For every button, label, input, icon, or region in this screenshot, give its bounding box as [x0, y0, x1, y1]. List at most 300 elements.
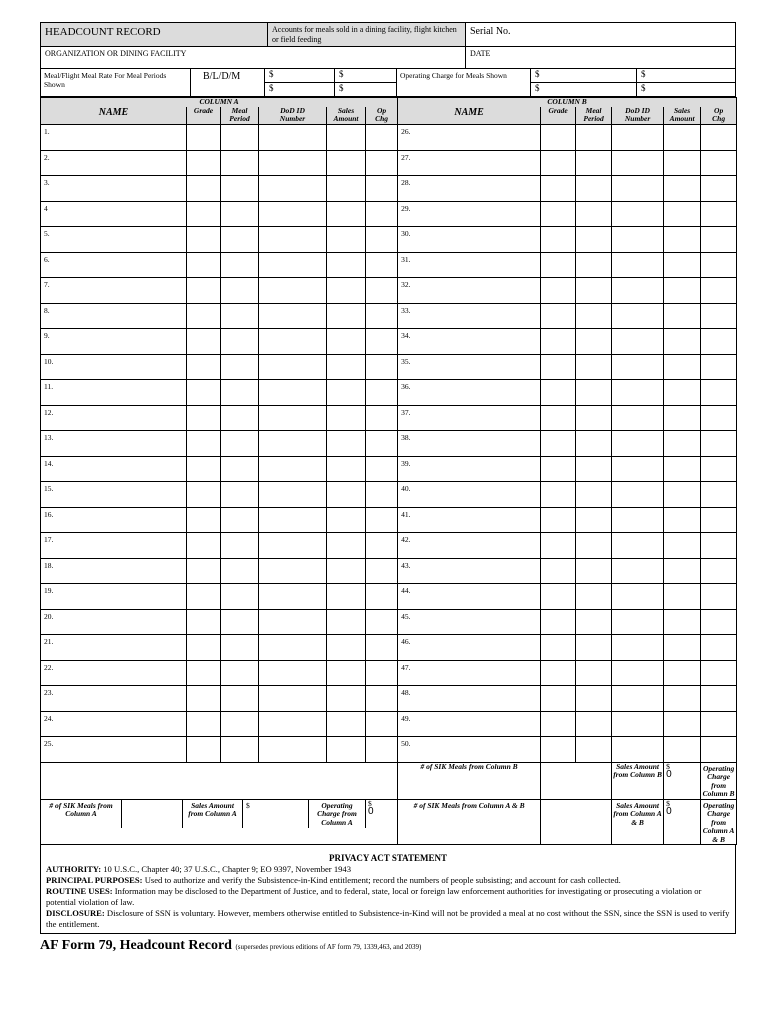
name-cell-b[interactable]: 36. — [398, 380, 541, 406]
op-chg-cell-b[interactable] — [701, 176, 737, 202]
dod-id-cell-b[interactable] — [612, 278, 664, 304]
name-cell-b[interactable]: 40. — [398, 482, 541, 508]
sales-amount-cell-b[interactable] — [664, 278, 701, 304]
sales-amount-cell-b[interactable] — [664, 405, 701, 431]
sales-amount-cell-b[interactable] — [664, 431, 701, 457]
dod-id-cell-a[interactable] — [259, 125, 327, 151]
op-charge-2[interactable] — [637, 69, 735, 96]
name-cell-a[interactable]: 25. — [41, 737, 187, 763]
dod-id-cell-a[interactable] — [259, 456, 327, 482]
meal-period-cell-a[interactable] — [221, 380, 259, 406]
name-cell-b[interactable]: 26. — [398, 125, 541, 151]
sales-amount-cell-a[interactable] — [327, 533, 366, 559]
meal-period-cell-a[interactable] — [221, 686, 259, 712]
op-chg-cell-b[interactable] — [701, 303, 737, 329]
serial-number-field[interactable] — [466, 23, 735, 46]
dod-id-cell-a[interactable] — [259, 303, 327, 329]
meal-period-cell-b[interactable] — [576, 227, 612, 253]
op-chg-cell-b[interactable] — [701, 431, 737, 457]
op-chg-cell-b[interactable] — [701, 711, 737, 737]
grade-cell-b[interactable] — [541, 533, 576, 559]
grade-cell-a[interactable] — [187, 201, 221, 227]
meal-period-cell-b[interactable] — [576, 405, 612, 431]
meal-period-cell-b[interactable] — [576, 150, 612, 176]
op-chg-cell-a[interactable] — [366, 405, 398, 431]
op-chg-cell-a[interactable] — [366, 635, 398, 661]
dod-id-cell-a[interactable] — [259, 609, 327, 635]
sales-amount-cell-b[interactable] — [664, 737, 701, 763]
grade-cell-b[interactable] — [541, 125, 576, 151]
grade-cell-b[interactable] — [541, 558, 576, 584]
meal-period-cell-b[interactable] — [576, 609, 612, 635]
meal-period-cell-b[interactable] — [576, 125, 612, 151]
meal-period-cell-b[interactable] — [576, 431, 612, 457]
dod-id-cell-a[interactable] — [259, 380, 327, 406]
op-chg-cell-b[interactable] — [701, 405, 737, 431]
sales-amount-cell-a[interactable] — [327, 405, 366, 431]
dod-id-cell-b[interactable] — [612, 431, 664, 457]
name-cell-b[interactable]: 45. — [398, 609, 541, 635]
op-chg-cell-b[interactable] — [701, 737, 737, 763]
op-chg-cell-a[interactable] — [366, 686, 398, 712]
grade-cell-a[interactable] — [187, 176, 221, 202]
grade-cell-b[interactable] — [541, 354, 576, 380]
name-cell-a[interactable]: 2. — [41, 150, 187, 176]
meal-period-cell-b[interactable] — [576, 584, 612, 610]
meal-rate-1-top[interactable]: $ — [265, 69, 334, 83]
sales-amount-cell-b[interactable] — [664, 635, 701, 661]
name-cell-a[interactable]: 13. — [41, 431, 187, 457]
op-chg-cell-a[interactable] — [366, 176, 398, 202]
meal-period-cell-a[interactable] — [221, 329, 259, 355]
dod-id-cell-b[interactable] — [612, 456, 664, 482]
grade-cell-a[interactable] — [187, 635, 221, 661]
meal-period-cell-a[interactable] — [221, 609, 259, 635]
grade-cell-b[interactable] — [541, 482, 576, 508]
name-cell-b[interactable]: 33. — [398, 303, 541, 329]
name-cell-b[interactable]: 32. — [398, 278, 541, 304]
name-cell-b[interactable]: 41. — [398, 507, 541, 533]
sales-amount-cell-a[interactable] — [327, 737, 366, 763]
name-cell-b[interactable]: 49. — [398, 711, 541, 737]
dod-id-cell-b[interactable] — [612, 507, 664, 533]
grade-cell-a[interactable] — [187, 609, 221, 635]
op-chg-cell-a[interactable] — [366, 609, 398, 635]
op-charge-2-top[interactable]: $ — [637, 69, 735, 83]
op-chg-cell-b[interactable] — [701, 125, 737, 151]
op-chg-cell-a[interactable] — [366, 303, 398, 329]
dod-id-cell-a[interactable] — [259, 354, 327, 380]
name-cell-b[interactable]: 43. — [398, 558, 541, 584]
name-cell-b[interactable]: 30. — [398, 227, 541, 253]
dod-id-cell-b[interactable] — [612, 252, 664, 278]
name-cell-b[interactable]: 44. — [398, 584, 541, 610]
sales-amount-cell-b[interactable] — [664, 558, 701, 584]
meal-period-cell-a[interactable] — [221, 303, 259, 329]
meal-rate-2-bottom[interactable]: $ — [339, 83, 344, 93]
op-chg-cell-b[interactable] — [701, 329, 737, 355]
op-chg-cell-b[interactable] — [701, 635, 737, 661]
sales-amount-cell-b[interactable] — [664, 125, 701, 151]
name-cell-b[interactable]: 34. — [398, 329, 541, 355]
name-cell-a[interactable]: 19. — [41, 584, 187, 610]
meal-period-cell-b[interactable] — [576, 507, 612, 533]
sales-amount-cell-b[interactable] — [664, 482, 701, 508]
sales-amount-cell-b[interactable] — [664, 150, 701, 176]
op-charge-1[interactable] — [531, 69, 637, 96]
dod-id-cell-b[interactable] — [612, 201, 664, 227]
meal-period-cell-a[interactable] — [221, 558, 259, 584]
sales-amount-cell-a[interactable] — [327, 609, 366, 635]
sales-amount-cell-a[interactable] — [327, 150, 366, 176]
sales-amount-cell-a[interactable] — [327, 329, 366, 355]
sales-amount-cell-b[interactable] — [664, 584, 701, 610]
op-chg-cell-a[interactable] — [366, 278, 398, 304]
meal-rate-2-top[interactable]: $ — [335, 69, 396, 83]
op-chg-cell-b[interactable] — [701, 278, 737, 304]
dod-id-cell-a[interactable] — [259, 737, 327, 763]
meal-period-cell-a[interactable] — [221, 201, 259, 227]
name-cell-a[interactable]: 7. — [41, 278, 187, 304]
sales-amount-cell-b[interactable] — [664, 227, 701, 253]
meal-period-cell-b[interactable] — [576, 558, 612, 584]
grade-cell-b[interactable] — [541, 201, 576, 227]
grade-cell-b[interactable] — [541, 329, 576, 355]
grade-cell-a[interactable] — [187, 227, 221, 253]
meal-period-cell-a[interactable] — [221, 354, 259, 380]
grade-cell-a[interactable] — [187, 150, 221, 176]
grade-cell-a[interactable] — [187, 686, 221, 712]
meal-period-cell-a[interactable] — [221, 533, 259, 559]
op-charge-2-bottom[interactable]: $ — [641, 83, 646, 93]
sales-amount-cell-b[interactable] — [664, 176, 701, 202]
meal-period-cell-b[interactable] — [576, 380, 612, 406]
grade-cell-a[interactable] — [187, 482, 221, 508]
op-chg-cell-a[interactable] — [366, 660, 398, 686]
dod-id-cell-b[interactable] — [612, 354, 664, 380]
grade-cell-b[interactable] — [541, 380, 576, 406]
op-chg-cell-a[interactable] — [366, 711, 398, 737]
sales-amount-cell-a[interactable] — [327, 558, 366, 584]
op-chg-cell-b[interactable] — [701, 201, 737, 227]
meal-period-cell-a[interactable] — [221, 252, 259, 278]
grade-cell-a[interactable] — [187, 558, 221, 584]
op-chg-cell-a[interactable] — [366, 329, 398, 355]
sales-amount-cell-a[interactable] — [327, 227, 366, 253]
meal-rate-1-bottom[interactable]: $ — [269, 83, 274, 93]
sales-amount-cell-a[interactable] — [327, 635, 366, 661]
grade-cell-b[interactable] — [541, 609, 576, 635]
dod-id-cell-a[interactable] — [259, 227, 327, 253]
grade-cell-b[interactable] — [541, 303, 576, 329]
meal-period-cell-b[interactable] — [576, 354, 612, 380]
dod-id-cell-b[interactable] — [612, 635, 664, 661]
name-cell-b[interactable]: 50. — [398, 737, 541, 763]
sales-amount-cell-b[interactable] — [664, 329, 701, 355]
grade-cell-a[interactable] — [187, 584, 221, 610]
grade-cell-b[interactable] — [541, 227, 576, 253]
name-cell-a[interactable]: 8. — [41, 303, 187, 329]
grade-cell-b[interactable] — [541, 252, 576, 278]
meal-period-cell-b[interactable] — [576, 456, 612, 482]
meal-period-cell-a[interactable] — [221, 431, 259, 457]
name-cell-a[interactable]: 21. — [41, 635, 187, 661]
meal-period-cell-b[interactable] — [576, 482, 612, 508]
dod-id-cell-b[interactable] — [612, 303, 664, 329]
name-cell-a[interactable]: 15. — [41, 482, 187, 508]
op-chg-cell-a[interactable] — [366, 533, 398, 559]
meal-period-cell-b[interactable] — [576, 737, 612, 763]
name-cell-a[interactable]: 6. — [41, 252, 187, 278]
op-chg-cell-b[interactable] — [701, 354, 737, 380]
name-cell-a[interactable]: 23. — [41, 686, 187, 712]
grade-cell-a[interactable] — [187, 405, 221, 431]
dod-id-cell-a[interactable] — [259, 431, 327, 457]
grade-cell-a[interactable] — [187, 456, 221, 482]
dod-id-cell-a[interactable] — [259, 507, 327, 533]
meal-period-cell-b[interactable] — [576, 711, 612, 737]
name-cell-a[interactable]: 12. — [41, 405, 187, 431]
op-chg-cell-b[interactable] — [701, 456, 737, 482]
sales-amount-cell-a[interactable] — [327, 482, 366, 508]
name-cell-b[interactable]: 42. — [398, 533, 541, 559]
meal-period-cell-b[interactable] — [576, 533, 612, 559]
op-chg-cell-a[interactable] — [366, 737, 398, 763]
op-chg-cell-b[interactable] — [701, 533, 737, 559]
sales-amount-cell-b[interactable] — [664, 252, 701, 278]
name-cell-a[interactable]: 3. — [41, 176, 187, 202]
sales-amount-cell-b[interactable] — [664, 380, 701, 406]
dod-id-cell-b[interactable] — [612, 660, 664, 686]
sales-amount-cell-b[interactable] — [664, 609, 701, 635]
op-chg-cell-a[interactable] — [366, 201, 398, 227]
dod-id-cell-a[interactable] — [259, 635, 327, 661]
op-chg-cell-b[interactable] — [701, 558, 737, 584]
grade-cell-a[interactable] — [187, 380, 221, 406]
meal-period-cell-b[interactable] — [576, 252, 612, 278]
op-chg-cell-b[interactable] — [701, 584, 737, 610]
meal-rate-1[interactable] — [265, 69, 335, 96]
sales-amount-cell-b[interactable] — [664, 456, 701, 482]
sales-amount-cell-a[interactable] — [327, 686, 366, 712]
sales-amount-cell-a[interactable] — [327, 303, 366, 329]
grade-cell-b[interactable] — [541, 176, 576, 202]
meal-period-cell-b[interactable] — [576, 303, 612, 329]
name-cell-b[interactable]: 39. — [398, 456, 541, 482]
meal-period-cell-a[interactable] — [221, 711, 259, 737]
sales-amount-cell-a[interactable] — [327, 584, 366, 610]
meal-period-cell-a[interactable] — [221, 176, 259, 202]
dod-id-cell-b[interactable] — [612, 737, 664, 763]
grade-cell-a[interactable] — [187, 431, 221, 457]
sales-amount-cell-b[interactable] — [664, 303, 701, 329]
meal-period-cell-a[interactable] — [221, 584, 259, 610]
dod-id-cell-b[interactable] — [612, 227, 664, 253]
op-chg-cell-a[interactable] — [366, 431, 398, 457]
grade-cell-a[interactable] — [187, 329, 221, 355]
dod-id-cell-b[interactable] — [612, 711, 664, 737]
dod-id-cell-a[interactable] — [259, 686, 327, 712]
op-chg-cell-b[interactable] — [701, 150, 737, 176]
dod-id-cell-b[interactable] — [612, 380, 664, 406]
dod-id-cell-a[interactable] — [259, 660, 327, 686]
meal-period-cell-a[interactable] — [221, 278, 259, 304]
meal-period-cell-a[interactable] — [221, 227, 259, 253]
op-chg-cell-b[interactable] — [701, 227, 737, 253]
grade-cell-b[interactable] — [541, 686, 576, 712]
op-chg-cell-b[interactable] — [701, 507, 737, 533]
op-chg-cell-b[interactable] — [701, 686, 737, 712]
op-chg-cell-a[interactable] — [366, 354, 398, 380]
op-charge-1-top[interactable]: $ — [531, 69, 636, 83]
op-chg-cell-a[interactable] — [366, 584, 398, 610]
sik-meals-a-field[interactable] — [122, 800, 183, 828]
dod-id-cell-b[interactable] — [612, 329, 664, 355]
dod-id-cell-a[interactable] — [259, 482, 327, 508]
meal-period-cell-a[interactable] — [221, 635, 259, 661]
dod-id-cell-b[interactable] — [612, 533, 664, 559]
grade-cell-b[interactable] — [541, 405, 576, 431]
dod-id-cell-b[interactable] — [612, 609, 664, 635]
dod-id-cell-b[interactable] — [612, 558, 664, 584]
meal-period-cell-a[interactable] — [221, 405, 259, 431]
op-chg-cell-b[interactable] — [701, 660, 737, 686]
name-cell-a[interactable]: 9. — [41, 329, 187, 355]
meal-period-cell-b[interactable] — [576, 686, 612, 712]
sales-amount-cell-b[interactable] — [664, 686, 701, 712]
dod-id-cell-a[interactable] — [259, 252, 327, 278]
name-cell-a[interactable]: 4 — [41, 201, 187, 227]
grade-cell-b[interactable] — [541, 660, 576, 686]
name-cell-a[interactable]: 22. — [41, 660, 187, 686]
sales-amount-cell-b[interactable] — [664, 711, 701, 737]
sales-amount-cell-b[interactable] — [664, 660, 701, 686]
dod-id-cell-b[interactable] — [612, 584, 664, 610]
meal-period-cell-b[interactable] — [576, 201, 612, 227]
grade-cell-b[interactable] — [541, 635, 576, 661]
meal-period-cell-b[interactable] — [576, 278, 612, 304]
name-cell-b[interactable]: 35. — [398, 354, 541, 380]
grade-cell-b[interactable] — [541, 584, 576, 610]
op-chg-cell-a[interactable] — [366, 150, 398, 176]
date-field[interactable] — [466, 47, 735, 68]
sales-amount-cell-b[interactable] — [664, 533, 701, 559]
sales-amount-cell-a[interactable] — [327, 125, 366, 151]
sik-meals-ab-field[interactable] — [541, 799, 612, 845]
dod-id-cell-b[interactable] — [612, 125, 664, 151]
grade-cell-b[interactable] — [541, 431, 576, 457]
dod-id-cell-b[interactable] — [612, 150, 664, 176]
sales-amount-cell-a[interactable] — [327, 660, 366, 686]
dod-id-cell-b[interactable] — [612, 686, 664, 712]
name-cell-a[interactable]: 14. — [41, 456, 187, 482]
sales-amount-cell-a[interactable] — [327, 176, 366, 202]
sales-amount-cell-a[interactable] — [327, 252, 366, 278]
dod-id-cell-a[interactable] — [259, 329, 327, 355]
meal-period-cell-a[interactable] — [221, 660, 259, 686]
op-chg-cell-a[interactable] — [366, 252, 398, 278]
sales-amount-cell-b[interactable] — [664, 507, 701, 533]
sales-amount-cell-a[interactable] — [327, 507, 366, 533]
dod-id-cell-a[interactable] — [259, 711, 327, 737]
op-charge-1-bottom[interactable]: $ — [535, 83, 540, 93]
organization-field[interactable] — [41, 47, 466, 68]
dod-id-cell-a[interactable] — [259, 278, 327, 304]
op-chg-cell-a[interactable] — [366, 227, 398, 253]
dod-id-cell-a[interactable] — [259, 533, 327, 559]
dod-id-cell-a[interactable] — [259, 584, 327, 610]
op-chg-cell-a[interactable] — [366, 482, 398, 508]
grade-cell-a[interactable] — [187, 711, 221, 737]
op-chg-cell-a[interactable] — [366, 125, 398, 151]
dod-id-cell-b[interactable] — [612, 405, 664, 431]
name-cell-a[interactable]: 1. — [41, 125, 187, 151]
grade-cell-a[interactable] — [187, 737, 221, 763]
dod-id-cell-a[interactable] — [259, 405, 327, 431]
meal-rate-2[interactable] — [335, 69, 397, 96]
op-chg-cell-a[interactable] — [366, 380, 398, 406]
sales-amount-cell-a[interactable] — [327, 354, 366, 380]
op-charge-a-field[interactable]: $ 0 — [365, 800, 397, 828]
grade-cell-b[interactable] — [541, 278, 576, 304]
dod-id-cell-b[interactable] — [612, 176, 664, 202]
sales-amount-ab-field[interactable]: $ 0 — [664, 799, 701, 845]
meal-period-cell-a[interactable] — [221, 150, 259, 176]
name-cell-a[interactable]: 11. — [41, 380, 187, 406]
sales-amount-cell-b[interactable] — [664, 354, 701, 380]
dod-id-cell-b[interactable] — [612, 482, 664, 508]
name-cell-a[interactable]: 24. — [41, 711, 187, 737]
name-cell-b[interactable]: 46. — [398, 635, 541, 661]
name-cell-b[interactable]: 47. — [398, 660, 541, 686]
op-chg-cell-a[interactable] — [366, 558, 398, 584]
meal-period-cell-a[interactable] — [221, 737, 259, 763]
dod-id-cell-a[interactable] — [259, 150, 327, 176]
grade-cell-a[interactable] — [187, 125, 221, 151]
op-chg-cell-b[interactable] — [701, 482, 737, 508]
dod-id-cell-a[interactable] — [259, 201, 327, 227]
meal-period-cell-a[interactable] — [221, 456, 259, 482]
dod-id-cell-a[interactable] — [259, 176, 327, 202]
name-cell-b[interactable]: 29. — [398, 201, 541, 227]
sales-amount-cell-a[interactable] — [327, 201, 366, 227]
grade-cell-a[interactable] — [187, 354, 221, 380]
name-cell-b[interactable]: 38. — [398, 431, 541, 457]
meal-period-cell-b[interactable] — [576, 635, 612, 661]
name-cell-b[interactable]: 28. — [398, 176, 541, 202]
meal-period-cell-b[interactable] — [576, 176, 612, 202]
meal-period-cell-a[interactable] — [221, 125, 259, 151]
grade-cell-b[interactable] — [541, 737, 576, 763]
grade-cell-a[interactable] — [187, 507, 221, 533]
name-cell-a[interactable]: 10. — [41, 354, 187, 380]
name-cell-a[interactable]: 18. — [41, 558, 187, 584]
op-chg-cell-b[interactable] — [701, 252, 737, 278]
sales-amount-cell-a[interactable] — [327, 711, 366, 737]
name-cell-b[interactable]: 31. — [398, 252, 541, 278]
grade-cell-a[interactable] — [187, 533, 221, 559]
sales-amount-cell-a[interactable] — [327, 278, 366, 304]
dod-id-cell-a[interactable] — [259, 558, 327, 584]
grade-cell-b[interactable] — [541, 456, 576, 482]
meal-period-cell-a[interactable] — [221, 507, 259, 533]
grade-cell-a[interactable] — [187, 278, 221, 304]
meal-period-cell-a[interactable] — [221, 482, 259, 508]
name-cell-b[interactable]: 48. — [398, 686, 541, 712]
name-cell-a[interactable]: 5. — [41, 227, 187, 253]
grade-cell-a[interactable] — [187, 303, 221, 329]
name-cell-b[interactable]: 37. — [398, 405, 541, 431]
